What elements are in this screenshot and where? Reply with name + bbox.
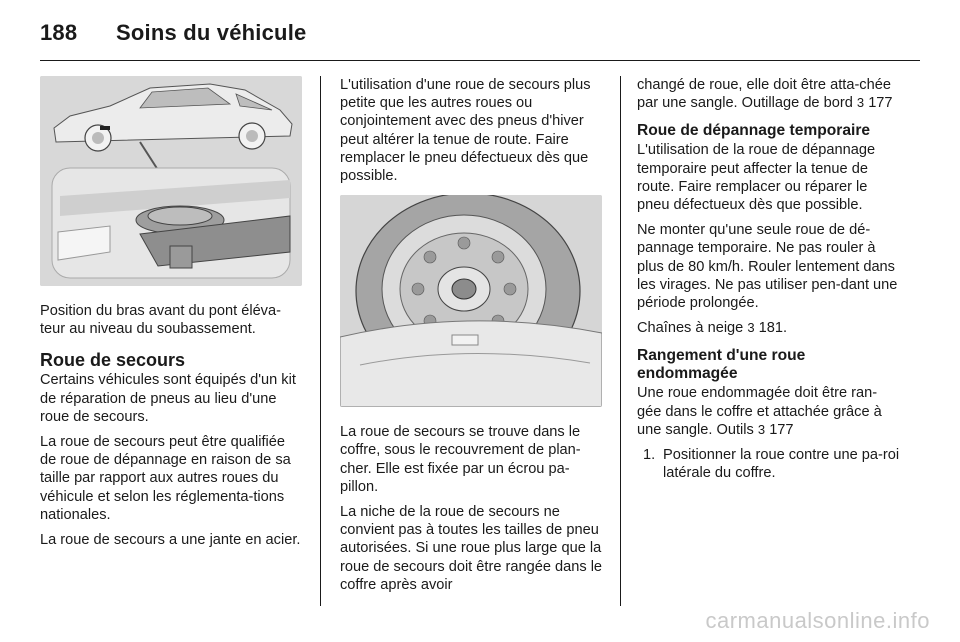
paragraph: La roue de secours peut être qualifiée de roue de dépannage en raison de sa taille par rapport aux autres roues du véhicule et selon les réglementa-tions nationales. xyxy=(40,434,291,523)
heading-rangement: Rangement d'une roue endommagée xyxy=(637,347,806,383)
list-text: Positionner la roue contre une pa-roi latérale du coffre. xyxy=(663,447,900,482)
column-divider xyxy=(620,76,621,606)
list-item xyxy=(637,446,901,482)
paragraph: L'utilisation d'une roue de secours plus petite que les autres roues ou conjointement avec des pneus d'hiver peut altérer la tenue de route. Faire remplacer le pneu défectueux dès que possible. xyxy=(340,77,591,185)
page-ref[interactable]: 181. xyxy=(758,320,788,337)
figure-caption: Position du bras avant du pont éléva-teur au niveau du soubassement. xyxy=(40,303,281,338)
page-ref[interactable]: 177 xyxy=(769,421,794,438)
column-3 xyxy=(637,76,901,482)
paragraph: La roue de secours se trouve dans le coffre, sous le recouvrement de plan-cher. Elle est fixée par un écrou pa-pillon. xyxy=(340,424,581,495)
page-number: 188 xyxy=(40,20,78,45)
list-number: 1. xyxy=(643,447,656,464)
page-ref-icon: 3 xyxy=(747,320,755,336)
paragraph: La roue de secours a une jante en acier. xyxy=(40,532,301,549)
spare-wheel-illustration xyxy=(340,195,602,407)
page-ref-icon: 3 xyxy=(856,95,865,111)
heading-roue-de-secours: Roue de secours xyxy=(40,350,186,371)
heading-roue-de-depannage: Roue de dépannage temporaire xyxy=(637,122,871,140)
paragraph: La niche de la roue de secours ne convient pas à toutes les tailles de pneu autorisées. Si une roue plus large que la roue de secours doit être rangée dans le coffre après avoir xyxy=(340,504,603,593)
lift-arm-illustration xyxy=(40,76,302,286)
column-divider xyxy=(320,76,321,606)
page-ref[interactable]: 177 xyxy=(868,95,893,112)
paragraph: changé de roue, elle doit être atta-chée par une sangle. Outillage de bord 3 177 xyxy=(637,77,893,112)
paragraph: Chaînes à neige 3 181. xyxy=(637,320,788,337)
header-rule xyxy=(40,60,920,61)
paragraph: L'utilisation de la roue de dépannage temporaire peut affecter la tenue de route. Faire remplacer ou réparer le pneu défectueux dès que possible. xyxy=(637,142,876,214)
watermark: carmanualsonline.info xyxy=(705,608,930,633)
paragraph: Une roue endommagée doit être ran-gée dans le coffre et attachée grâce à une sangle. Outils 3 177 xyxy=(637,385,882,438)
page-title: Soins du véhicule xyxy=(116,20,307,45)
column-2 xyxy=(340,76,603,601)
paragraph: Certains véhicules sont équipés d'un kit de réparation de pneus au lieu d'une roue de secours. xyxy=(40,372,296,425)
column-1 xyxy=(40,76,304,556)
page-ref-icon: 3 xyxy=(757,421,766,437)
page-header xyxy=(40,20,306,46)
steps-list xyxy=(637,446,901,482)
paragraph: Ne monter qu'une seule roue de dé-pannage temporaire. Ne pas rouler à plus de 80 km/h. Rouler lentement dans les virages. Ne pas utiliser pen-dant une période prolongée. xyxy=(637,222,898,312)
